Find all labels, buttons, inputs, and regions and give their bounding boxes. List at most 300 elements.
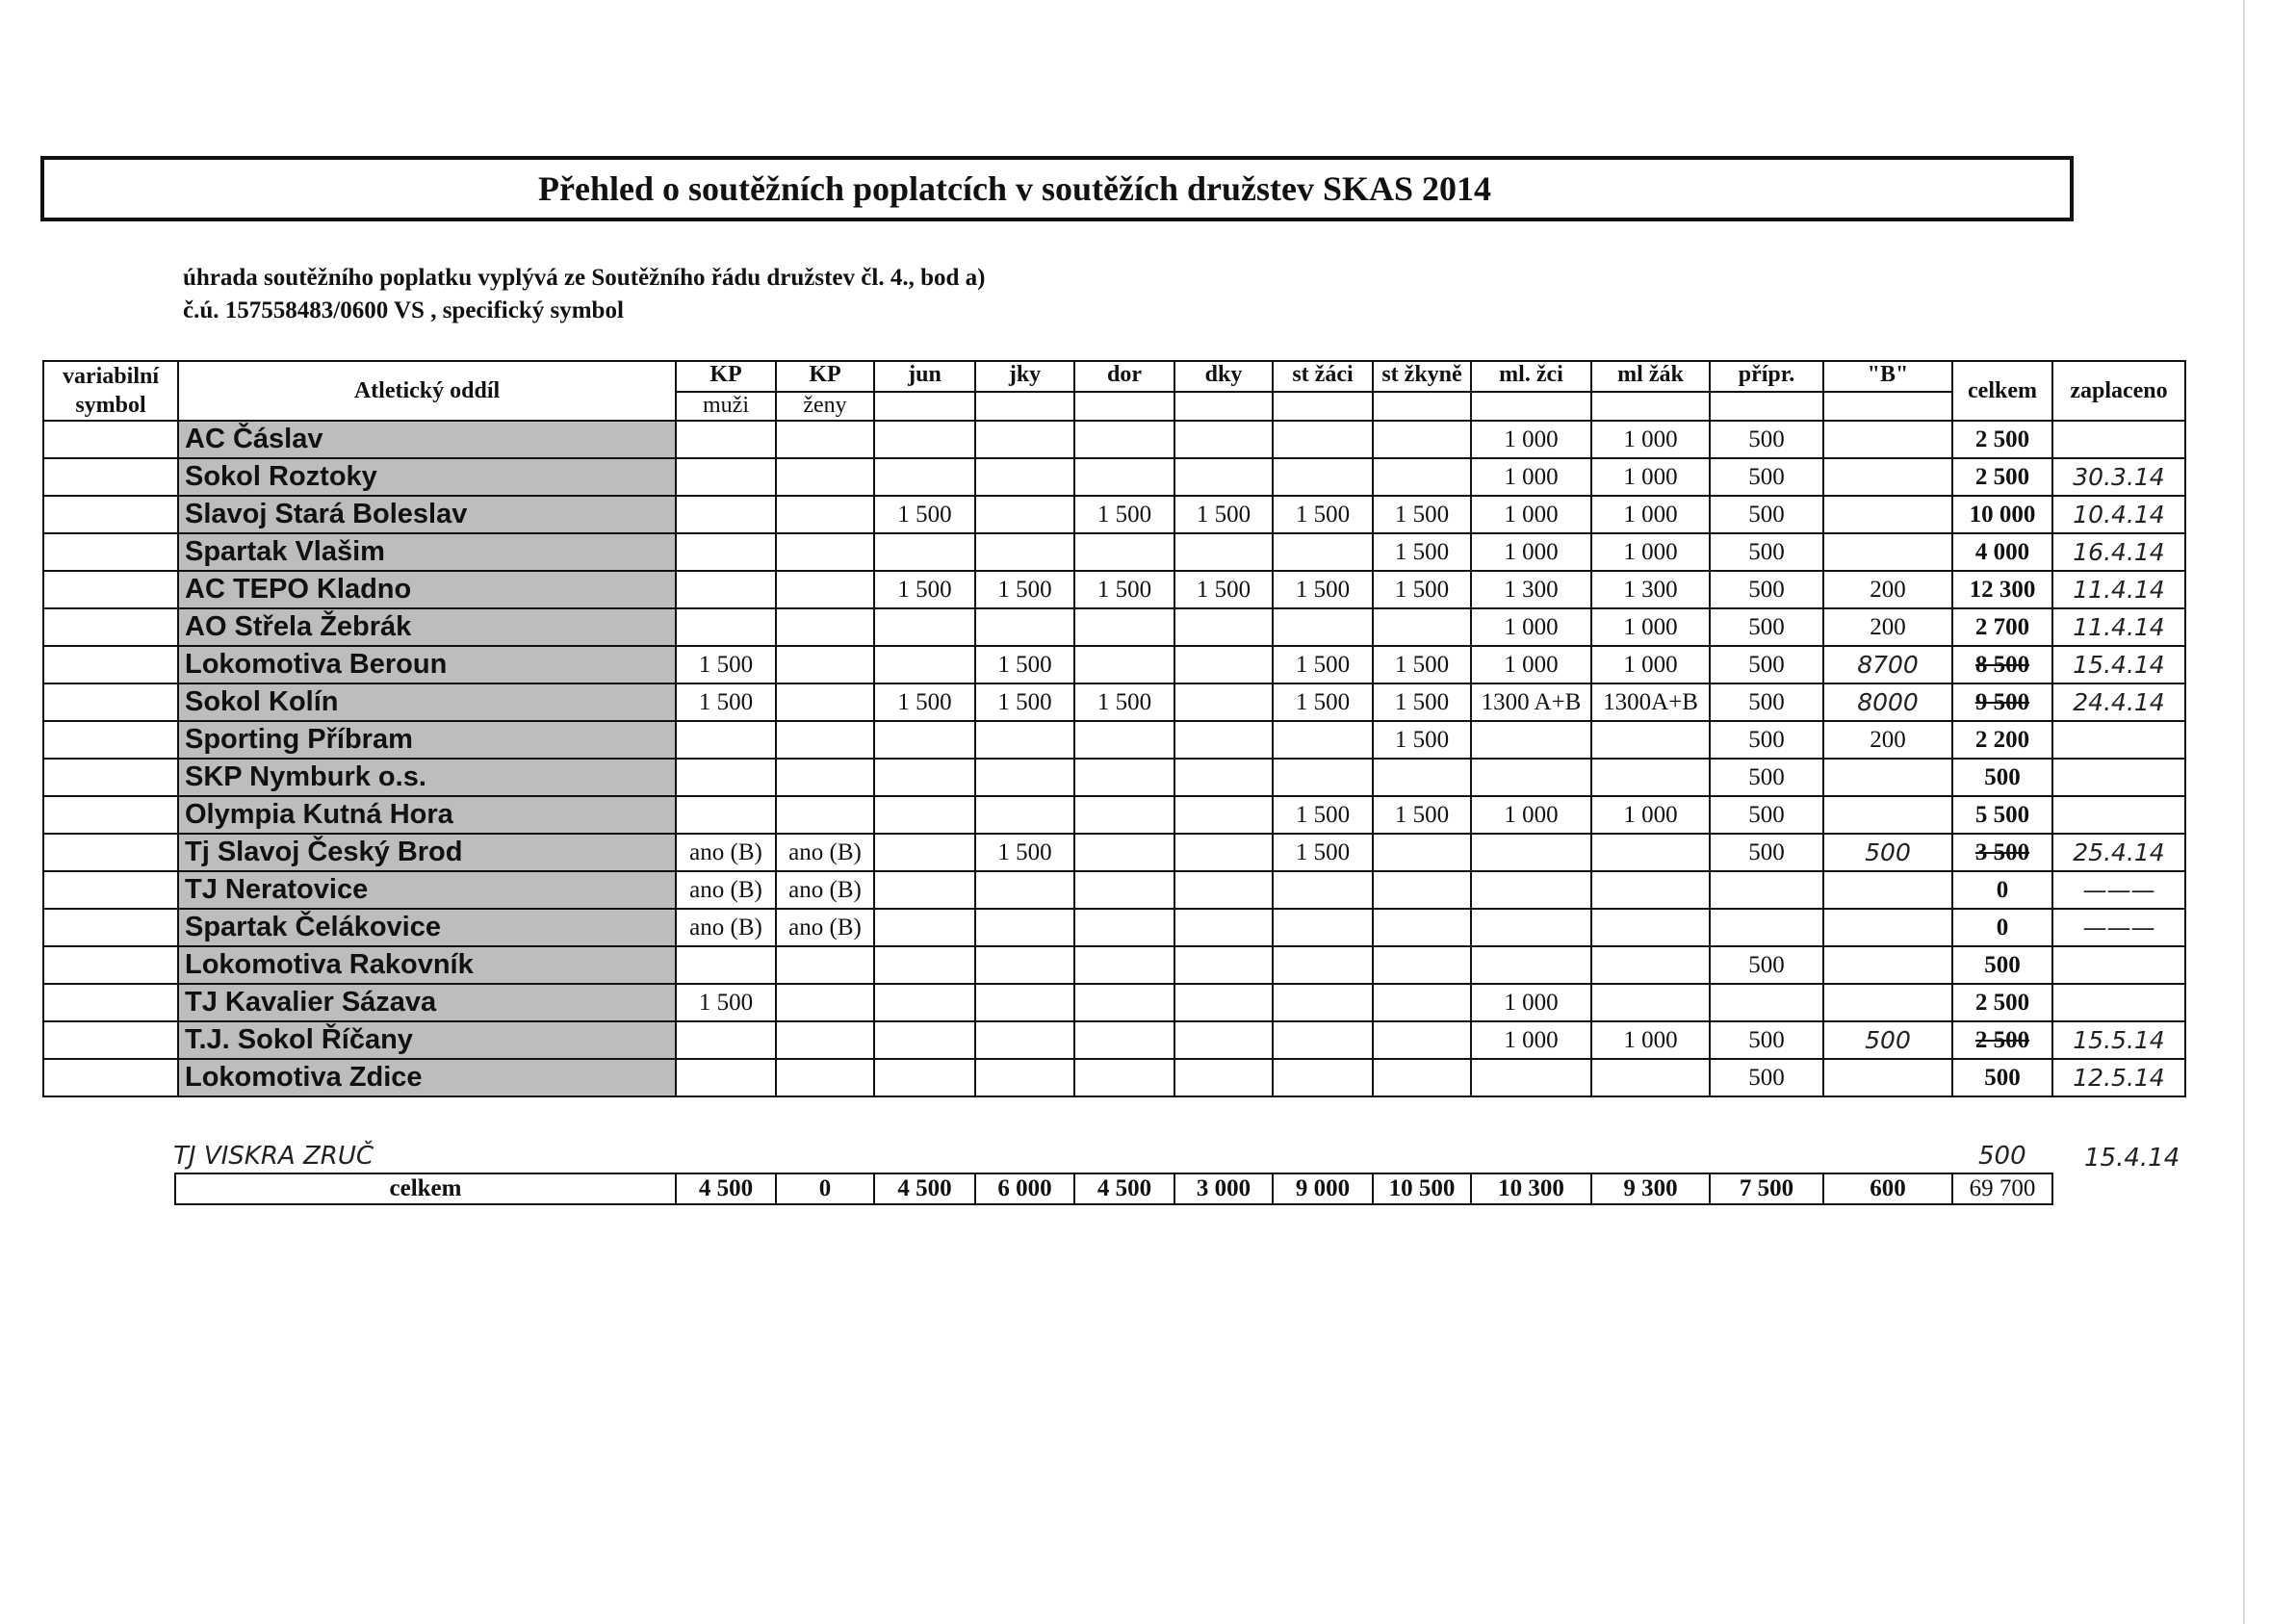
- cell-club: Sokol Roztoky: [178, 458, 676, 496]
- cell-jun: [874, 458, 975, 496]
- cell-dky: [1174, 759, 1273, 796]
- cell-dor: [1074, 796, 1174, 834]
- cell-celkem: 8 500: [1952, 646, 2052, 683]
- cell-dky: [1174, 421, 1273, 458]
- cell-b: 500: [1823, 1021, 1952, 1059]
- cell-celkem: 2 500: [1952, 421, 2052, 458]
- cell-pripr: [1710, 984, 1823, 1021]
- cell-club: Slavoj Stará Boleslav: [178, 496, 676, 533]
- handwritten-extra-club: TJ VISKRA ZRUČ: [173, 1142, 374, 1171]
- info-line-1: úhrada soutěžního poplatku vyplývá ze Soutěžního řádu družstev čl. 4., bod a): [183, 265, 986, 291]
- cell-dky: [1174, 683, 1273, 721]
- cell-kp-muzi: [676, 533, 776, 571]
- cell-ml-zak: [1591, 946, 1710, 984]
- cell-zaplaceno: 15.4.14: [2052, 646, 2185, 683]
- cell-jky: [975, 909, 1074, 946]
- cell-variabilni-symbol: [43, 721, 178, 759]
- cell-kp-zeny: [776, 796, 874, 834]
- cell-kp-zeny: [776, 946, 874, 984]
- cell-club: TJ Kavalier Sázava: [178, 984, 676, 1021]
- cell-variabilni-symbol: [43, 1021, 178, 1059]
- cell-variabilni-symbol: [43, 984, 178, 1021]
- header-jun: jun: [874, 361, 975, 392]
- cell-variabilni-symbol: [43, 909, 178, 946]
- cell-st-zaci: [1273, 909, 1373, 946]
- cell-b: 8700: [1823, 646, 1952, 683]
- cell-zaplaceno: [2052, 721, 2185, 759]
- cell-kp-zeny: [776, 1021, 874, 1059]
- cell-pripr: 500: [1710, 421, 1823, 458]
- cell-kp-muzi: [676, 496, 776, 533]
- cell-kp-muzi: [676, 759, 776, 796]
- cell-pripr: 500: [1710, 1021, 1823, 1059]
- cell-ml-zci: 1 000: [1471, 421, 1591, 458]
- cell-st-zkyne: [1373, 759, 1471, 796]
- header-blank: [1591, 392, 1710, 421]
- cell-st-zkyne: [1373, 909, 1471, 946]
- cell-dky: [1174, 721, 1273, 759]
- cell-dor: [1074, 871, 1174, 909]
- cell-st-zaci: [1273, 759, 1373, 796]
- cell-ml-zci: 1 000: [1471, 608, 1591, 646]
- cell-dky: [1174, 1059, 1273, 1096]
- cell-kp-muzi: 1 500: [676, 646, 776, 683]
- cell-jun: [874, 796, 975, 834]
- header-blank: [1273, 392, 1373, 421]
- cell-dky: [1174, 946, 1273, 984]
- header-kp-zeny: KP: [776, 361, 874, 392]
- cell-kp-muzi: [676, 608, 776, 646]
- header-zaplaceno: zaplaceno: [2052, 361, 2185, 421]
- cell-st-zkyne: [1373, 1021, 1471, 1059]
- cell-kp-zeny: [776, 1059, 874, 1096]
- cell-b: [1823, 796, 1952, 834]
- cell-pripr: 500: [1710, 1059, 1823, 1096]
- header-dky: dky: [1174, 361, 1273, 392]
- cell-dky: [1174, 458, 1273, 496]
- cell-dor: [1074, 946, 1174, 984]
- cell-jky: [975, 458, 1074, 496]
- header-oddil: Atletický oddíl: [178, 361, 676, 421]
- cell-dor: [1074, 458, 1174, 496]
- cell-zaplaceno: 25.4.14: [2052, 834, 2185, 871]
- cell-b: 200: [1823, 721, 1952, 759]
- cell-jky: [975, 533, 1074, 571]
- cell-kp-muzi: [676, 458, 776, 496]
- header-row-1: [43, 361, 2185, 392]
- cell-ml-zci: 1 000: [1471, 1021, 1591, 1059]
- cell-jun: [874, 1021, 975, 1059]
- total-value: 10 300: [1471, 1173, 1591, 1204]
- cell-club: Lokomotiva Rakovník: [178, 946, 676, 984]
- cell-celkem: 2 700: [1952, 608, 2052, 646]
- cell-b: [1823, 984, 1952, 1021]
- cell-club: Spartak Čelákovice: [178, 909, 676, 946]
- cell-jky: [975, 946, 1074, 984]
- cell-ml-zci: 1300 A+B: [1471, 683, 1591, 721]
- cell-zaplaceno: ———: [2052, 909, 2185, 946]
- table-row: [43, 984, 2185, 1021]
- cell-kp-muzi: 1 500: [676, 683, 776, 721]
- cell-jun: [874, 421, 975, 458]
- cell-club: AC TEPO Kladno: [178, 571, 676, 608]
- cell-jun: [874, 1059, 975, 1096]
- cell-jun: [874, 759, 975, 796]
- page-edge-line: [2243, 0, 2245, 1624]
- cell-jky: [975, 1021, 1074, 1059]
- cell-variabilni-symbol: [43, 608, 178, 646]
- cell-variabilni-symbol: [43, 1059, 178, 1096]
- cell-zaplaceno: [2052, 984, 2185, 1021]
- table-row: [43, 646, 2185, 683]
- cell-st-zkyne: [1373, 871, 1471, 909]
- cell-b: 200: [1823, 608, 1952, 646]
- fees-table: [42, 360, 2186, 1097]
- cell-pripr: 500: [1710, 646, 1823, 683]
- cell-jun: [874, 871, 975, 909]
- cell-ml-zci: [1471, 1059, 1591, 1096]
- cell-st-zaci: 1 500: [1273, 571, 1373, 608]
- cell-club: Tj Slavoj Český Brod: [178, 834, 676, 871]
- totals-table: [174, 1173, 2053, 1205]
- cell-variabilni-symbol: [43, 496, 178, 533]
- handwritten-extra-zaplaceno: 15.4.14: [2084, 1144, 2180, 1173]
- table-row: [43, 834, 2185, 871]
- cell-kp-muzi: ano (B): [676, 909, 776, 946]
- cell-st-zaci: 1 500: [1273, 834, 1373, 871]
- cell-celkem: 2 200: [1952, 721, 2052, 759]
- header-blank: [1823, 392, 1952, 421]
- table-row: [43, 496, 2185, 533]
- cell-club: AC Čáslav: [178, 421, 676, 458]
- table-row: [43, 721, 2185, 759]
- cell-kp-zeny: [776, 571, 874, 608]
- cell-club: T.J. Sokol Říčany: [178, 1021, 676, 1059]
- table-body: [43, 361, 2185, 1096]
- cell-zaplaceno: [2052, 946, 2185, 984]
- total-value: 69 700: [1952, 1173, 2052, 1204]
- cell-ml-zak: 1 000: [1591, 608, 1710, 646]
- handwritten-extra-celkem: 500: [1978, 1142, 2026, 1171]
- cell-jky: [975, 1059, 1074, 1096]
- header-jky: jky: [975, 361, 1074, 392]
- cell-dor: [1074, 646, 1174, 683]
- cell-ml-zci: [1471, 721, 1591, 759]
- cell-ml-zak: [1591, 909, 1710, 946]
- cell-pripr: 500: [1710, 496, 1823, 533]
- header-zeny: ženy: [776, 392, 874, 421]
- cell-ml-zci: 1 000: [1471, 458, 1591, 496]
- cell-kp-muzi: [676, 796, 776, 834]
- cell-b: [1823, 496, 1952, 533]
- cell-st-zaci: [1273, 871, 1373, 909]
- cell-dor: [1074, 759, 1174, 796]
- cell-zaplaceno: [2052, 759, 2185, 796]
- cell-kp-zeny: [776, 759, 874, 796]
- cell-ml-zak: 1 300: [1591, 571, 1710, 608]
- cell-st-zaci: 1 500: [1273, 646, 1373, 683]
- cell-kp-muzi: [676, 1059, 776, 1096]
- cell-club: Lokomotiva Zdice: [178, 1059, 676, 1096]
- cell-jun: [874, 721, 975, 759]
- cell-zaplaceno: 10.4.14: [2052, 496, 2185, 533]
- cell-ml-zci: 1 000: [1471, 796, 1591, 834]
- cell-dky: [1174, 796, 1273, 834]
- cell-club: Sokol Kolín: [178, 683, 676, 721]
- cell-celkem: 2 500: [1952, 984, 2052, 1021]
- header-blank: [1471, 392, 1591, 421]
- cell-ml-zak: [1591, 984, 1710, 1021]
- cell-st-zkyne: 1 500: [1373, 646, 1471, 683]
- cell-jky: [975, 721, 1074, 759]
- cell-ml-zci: [1471, 834, 1591, 871]
- cell-celkem: 5 500: [1952, 796, 2052, 834]
- cell-dor: [1074, 1021, 1174, 1059]
- cell-ml-zci: [1471, 871, 1591, 909]
- cell-variabilni-symbol: [43, 871, 178, 909]
- cell-ml-zci: 1 000: [1471, 646, 1591, 683]
- header-blank: [1174, 392, 1273, 421]
- cell-club: Olympia Kutná Hora: [178, 796, 676, 834]
- cell-dor: [1074, 721, 1174, 759]
- cell-zaplaceno: 30.3.14: [2052, 458, 2185, 496]
- cell-st-zaci: 1 500: [1273, 796, 1373, 834]
- cell-b: [1823, 1059, 1952, 1096]
- cell-st-zaci: 1 500: [1273, 496, 1373, 533]
- cell-pripr: 500: [1710, 683, 1823, 721]
- table-row: [43, 796, 2185, 834]
- header-muzi: muži: [676, 392, 776, 421]
- cell-celkem: 500: [1952, 1059, 2052, 1096]
- cell-st-zkyne: 1 500: [1373, 496, 1471, 533]
- cell-zaplaceno: 15.5.14: [2052, 1021, 2185, 1059]
- cell-kp-muzi: [676, 571, 776, 608]
- total-value: 10 500: [1373, 1173, 1471, 1204]
- cell-st-zkyne: 1 500: [1373, 721, 1471, 759]
- cell-b: 500: [1823, 834, 1952, 871]
- table-row: [43, 608, 2185, 646]
- total-value: 6 000: [975, 1173, 1074, 1204]
- total-value: 4 500: [676, 1173, 776, 1204]
- cell-dor: 1 500: [1074, 496, 1174, 533]
- cell-b: [1823, 533, 1952, 571]
- cell-b: [1823, 871, 1952, 909]
- cell-pripr: [1710, 871, 1823, 909]
- cell-dor: [1074, 608, 1174, 646]
- table-row: [43, 759, 2185, 796]
- cell-st-zkyne: [1373, 608, 1471, 646]
- table-row: [43, 533, 2185, 571]
- totals-label: celkem: [175, 1173, 676, 1204]
- cell-st-zkyne: [1373, 458, 1471, 496]
- cell-celkem: 12 300: [1952, 571, 2052, 608]
- cell-celkem: 500: [1952, 759, 2052, 796]
- cell-variabilni-symbol: [43, 759, 178, 796]
- header-st-zkyne: st žkyně: [1373, 361, 1471, 392]
- header-symbol: symbol: [75, 393, 146, 418]
- header-blank: [874, 392, 975, 421]
- cell-zaplaceno: ———: [2052, 871, 2185, 909]
- cell-jky: 1 500: [975, 571, 1074, 608]
- total-value: 4 500: [874, 1173, 975, 1204]
- cell-ml-zak: 1 000: [1591, 646, 1710, 683]
- cell-dky: [1174, 984, 1273, 1021]
- cell-ml-zak: 1 000: [1591, 496, 1710, 533]
- header-blank: [1074, 392, 1174, 421]
- cell-ml-zak: 1 000: [1591, 458, 1710, 496]
- cell-b: [1823, 458, 1952, 496]
- cell-ml-zak: 1 000: [1591, 796, 1710, 834]
- cell-kp-zeny: ano (B): [776, 909, 874, 946]
- cell-pripr: 500: [1710, 759, 1823, 796]
- total-value: 600: [1823, 1173, 1952, 1204]
- cell-ml-zci: 1 000: [1471, 533, 1591, 571]
- cell-st-zaci: [1273, 533, 1373, 571]
- table-row: [43, 421, 2185, 458]
- cell-ml-zci: [1471, 759, 1591, 796]
- total-value: 0: [776, 1173, 874, 1204]
- cell-jky: [975, 608, 1074, 646]
- cell-jun: [874, 834, 975, 871]
- cell-jky: [975, 796, 1074, 834]
- cell-jky: 1 500: [975, 646, 1074, 683]
- cell-jky: 1 500: [975, 834, 1074, 871]
- header-st-zaci: st žáci: [1273, 361, 1373, 392]
- header-ml-zci: ml. žci: [1471, 361, 1591, 392]
- cell-variabilni-symbol: [43, 458, 178, 496]
- cell-celkem: 500: [1952, 946, 2052, 984]
- table-row: [43, 909, 2185, 946]
- page-title: Přehled o soutěžních poplatcích v soutěžích družstev SKAS 2014: [538, 169, 1491, 208]
- table-row: [43, 946, 2185, 984]
- info-line-2: č.ú. 157558483/0600 VS , specifický symbol: [183, 297, 624, 323]
- cell-st-zkyne: 1 500: [1373, 571, 1471, 608]
- cell-b: [1823, 909, 1952, 946]
- cell-st-zaci: [1273, 458, 1373, 496]
- cell-dor: 1 500: [1074, 683, 1174, 721]
- cell-variabilni-symbol: [43, 646, 178, 683]
- cell-jky: [975, 984, 1074, 1021]
- cell-ml-zak: 1 000: [1591, 1021, 1710, 1059]
- cell-kp-zeny: ano (B): [776, 871, 874, 909]
- cell-b: [1823, 759, 1952, 796]
- cell-ml-zak: [1591, 721, 1710, 759]
- table-row: [43, 571, 2185, 608]
- cell-pripr: 500: [1710, 721, 1823, 759]
- cell-dky: 1 500: [1174, 496, 1273, 533]
- cell-zaplaceno: 12.5.14: [2052, 1059, 2185, 1096]
- cell-pripr: 500: [1710, 458, 1823, 496]
- cell-ml-zci: 1 000: [1471, 496, 1591, 533]
- cell-dor: [1074, 834, 1174, 871]
- header-ml-zak: ml žák: [1591, 361, 1710, 392]
- cell-ml-zak: 1300A+B: [1591, 683, 1710, 721]
- cell-zaplaceno: 24.4.14: [2052, 683, 2185, 721]
- cell-celkem: 4 000: [1952, 533, 2052, 571]
- cell-club: AO Střela Žebrák: [178, 608, 676, 646]
- cell-st-zkyne: 1 500: [1373, 533, 1471, 571]
- cell-b: 8000: [1823, 683, 1952, 721]
- cell-ml-zci: [1471, 946, 1591, 984]
- cell-kp-zeny: [776, 721, 874, 759]
- cell-ml-zak: [1591, 1059, 1710, 1096]
- cell-jun: [874, 608, 975, 646]
- header-blank: [975, 392, 1074, 421]
- cell-kp-zeny: [776, 683, 874, 721]
- cell-celkem: 2 500: [1952, 458, 2052, 496]
- cell-pripr: 500: [1710, 608, 1823, 646]
- header-b: "B": [1823, 361, 1952, 392]
- cell-dor: [1074, 533, 1174, 571]
- cell-ml-zak: [1591, 834, 1710, 871]
- cell-st-zaci: [1273, 984, 1373, 1021]
- total-value: 9 000: [1273, 1173, 1373, 1204]
- cell-dky: [1174, 608, 1273, 646]
- cell-kp-zeny: [776, 984, 874, 1021]
- cell-st-zkyne: [1373, 421, 1471, 458]
- total-value: 4 500: [1074, 1173, 1174, 1204]
- cell-b: 200: [1823, 571, 1952, 608]
- table-row: [43, 458, 2185, 496]
- cell-celkem: 10 000: [1952, 496, 2052, 533]
- cell-dky: [1174, 834, 1273, 871]
- cell-kp-muzi: 1 500: [676, 984, 776, 1021]
- cell-st-zaci: [1273, 1021, 1373, 1059]
- cell-kp-zeny: ano (B): [776, 834, 874, 871]
- cell-b: [1823, 946, 1952, 984]
- cell-kp-zeny: [776, 646, 874, 683]
- cell-dky: [1174, 871, 1273, 909]
- cell-zaplaceno: [2052, 796, 2185, 834]
- cell-variabilni-symbol: [43, 796, 178, 834]
- total-value: 3 000: [1174, 1173, 1273, 1204]
- cell-b: [1823, 421, 1952, 458]
- total-value: 9 300: [1591, 1173, 1710, 1204]
- cell-kp-muzi: ano (B): [676, 871, 776, 909]
- cell-ml-zci: 1 300: [1471, 571, 1591, 608]
- cell-st-zaci: [1273, 421, 1373, 458]
- cell-ml-zak: [1591, 871, 1710, 909]
- cell-kp-zeny: [776, 533, 874, 571]
- cell-kp-zeny: [776, 496, 874, 533]
- table-row: [43, 1021, 2185, 1059]
- table-row: [43, 1059, 2185, 1096]
- title-box: [40, 156, 2074, 221]
- cell-jun: 1 500: [874, 496, 975, 533]
- cell-celkem: 0: [1952, 909, 2052, 946]
- cell-st-zkyne: [1373, 834, 1471, 871]
- cell-celkem: 2 500: [1952, 1021, 2052, 1059]
- header-variabilni-symbol: [43, 361, 178, 421]
- cell-kp-zeny: [776, 608, 874, 646]
- cell-jky: 1 500: [975, 683, 1074, 721]
- cell-kp-zeny: [776, 421, 874, 458]
- cell-jun: [874, 909, 975, 946]
- cell-variabilni-symbol: [43, 946, 178, 984]
- cell-zaplaceno: 11.4.14: [2052, 608, 2185, 646]
- cell-jun: [874, 946, 975, 984]
- header-pripr: přípr.: [1710, 361, 1823, 392]
- cell-club: Sporting Příbram: [178, 721, 676, 759]
- cell-pripr: 500: [1710, 533, 1823, 571]
- header-blank: [1373, 392, 1471, 421]
- cell-variabilni-symbol: [43, 834, 178, 871]
- cell-jky: [975, 421, 1074, 458]
- cell-zaplaceno: 11.4.14: [2052, 571, 2185, 608]
- cell-dky: [1174, 646, 1273, 683]
- cell-pripr: 500: [1710, 571, 1823, 608]
- total-value: 7 500: [1710, 1173, 1823, 1204]
